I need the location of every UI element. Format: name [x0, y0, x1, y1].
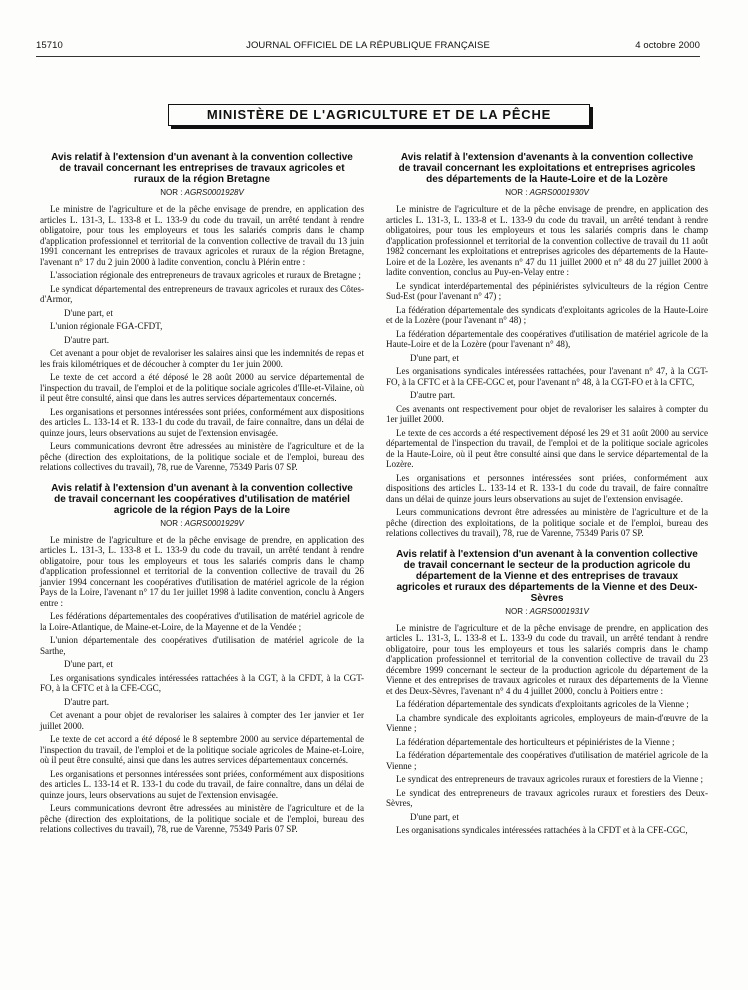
paragraph: La fédération départementale des coopératives d'utilisation de matériel agricole de la Vienne ; [386, 750, 708, 771]
nor-reference [386, 607, 708, 616]
paragraph: Le syndicat départemental des entrepreneurs de travaux agricoles et ruraux des Côtes-d'Armor, [40, 283, 364, 304]
paragraph: L'union départementale des coopératives d'utilisation de matériel agricole de la Sarthe, [40, 635, 364, 656]
party-line: D'autre part. [64, 334, 110, 345]
paragraph: Le syndicat interdépartemental des pépiniéristes sylviculteurs de la région Centre Sud-Est (pour l'avenant n° 47) ; [386, 280, 708, 301]
issue-date: 4 octobre 2000 [635, 40, 700, 51]
paragraph: La fédération départementale des syndicats d'exploitants agricoles de la Haute-Loire et de la Lozère (pour l'avenant n° 48) ; [386, 304, 708, 325]
paragraph: Le ministre de l'agriculture et de la pêche envisage de prendre, en application des articles L. 131-3, L. 133-8 et L. 133-9 du code du travail, un arrêté tendant à rendre obligatoires, pour tous les employeurs et tous les salariés compris dans le champ d'application professionnel et territorial de la convention collective de travail du 11 août 1982 concernant les exploitations et entreprises agricoles des départements de la Haute-Loire et de la Lozère, les avenants n° 47 du 11 juillet 2000 et n° 48 du 27 juillet 2000 à ladite convention, conclus au Puy-en-Velay entre : [386, 204, 708, 277]
nor-label: NOR : [505, 188, 528, 197]
notice [386, 152, 708, 539]
paragraph: Cet avenant a pour objet de revaloriser les salaires ainsi que les indemnités de repas et les frais kilométriques et de découcher à compter du 1er juin 2000. [40, 348, 364, 369]
nor-code: AGRS0001928V [184, 188, 244, 197]
paragraph: La fédération départementale des syndicats d'exploitants agricoles de la Vienne ; [396, 699, 689, 709]
paragraph: Le syndicat des entrepreneurs de travaux agricoles ruraux et forestiers des Deux-Sèvres, [386, 787, 708, 808]
nor-reference [40, 519, 364, 528]
notice-title: Avis relatif à l'extension d'un avenant à la convention collective de travail concernant les coopératives d'utilisation de matériel agricole de la région Pays de la Loire [51, 482, 353, 516]
paragraph: Le ministre de l'agriculture et de la pêche envisage de prendre, en application des articles L. 131-3, L. 133-8 et L. 133-9 du code du travail, un arrêté tendant à rendre obligatoire, pour tous les employeurs et tous les salariés compris dans le champ d'application professionnel et territorial de la convention collective de travail du 23 décembre 1999 concernant le secteur de la production agricole du département de la Vienne et des entreprises de travaux agricoles et ruraux des départements de la Vienne et des Deux-Sèvres, l'avenant n° 4 du 4 juillet 2000, conclu à Poitiers entre : [386, 622, 708, 696]
nor-code: AGRS0001929V [184, 518, 244, 528]
party-line: D'autre part. [64, 696, 110, 707]
paragraph: Les organisations syndicales intéressées rattachées, pour l'avenant n° 47, à la CGT-FO, à la CFTC et à la CFE-CGC et, pour l'avenant n° 48, à la CGT-FO et à la CFTC, [386, 366, 708, 387]
page-number: 15710 [36, 40, 63, 51]
paragraph: Leurs communications devront être adressées au ministère de l'agriculture et de la pêche (direction des exploitations, de la politique sociale et de l'emploi, bureau des relations collectives du travail), 78, rue de Varenne, 75349 Paris 07 SP. [40, 441, 364, 472]
ministry-heading: MINISTÈRE DE L'AGRICULTURE ET DE LA PÊCHE [168, 104, 590, 126]
paragraph: Les organisations syndicales intéressées rattachées à la CGT, à la CFDT, à la CGT-FO, à la CFTC et à la CFE-CGC, [40, 672, 364, 693]
nor-label: NOR : [160, 188, 183, 197]
party-line: D'une part, et [410, 811, 459, 822]
paragraph: Leurs communications devront être adressées au ministère de l'agriculture et de la pêche (direction des exploitations, de la politique sociale et de l'emploi, bureau des relations collectives du travail), 78, rue de Varenne, 75349 Paris 07 SP. [386, 507, 708, 538]
paragraph: Les organisations et personnes intéressées sont priées, conformément aux dispositions des articles L. 133-14 et R. 133-1 du code du travail, de faire connaître, dans un délai de quinze jours, leurs observations au sujet de l'extension envisagée. [40, 768, 364, 800]
paragraph: Le syndicat des entrepreneurs de travaux agricoles ruraux et forestiers de la Vienne ; [396, 774, 704, 784]
nor-code: AGRS0001930V [529, 188, 589, 197]
notice-title: Avis relatif à l'extension d'avenants à la convention collective de travail concernant les exploitations et entreprises agricoles des départements de la Haute-Loire et de la Lozère [398, 152, 696, 185]
paragraph: Leurs communications devront être adressées au ministère de l'agriculture et de la pêche (direction des exploitations, de la politique sociale et de l'emploi, bureau des relations collectives du travail), 78, rue de Varenne, 75349 Paris 07 SP. [40, 803, 364, 834]
paragraph: La chambre syndicale des exploitants agricoles, employeurs de main-d'œuvre de la Vienne ; [386, 712, 708, 733]
right-column [386, 152, 708, 846]
party-line: D'une part, et [410, 352, 459, 363]
left-column [40, 152, 364, 845]
nor-reference [40, 188, 364, 197]
paragraph: Le texte de cet accord a été déposé le 8 septembre 2000 au service départemental de l'inspection du travail, de l'emploi et de la politique sociale agricoles de Maine-et-Loire, où il peut être consulté, ainsi que dans les autres services départementaux concernés. [40, 734, 364, 765]
paragraph: Le ministre de l'agriculture et de la pêche envisage de prendre, en application des articles L. 131-3, L. 133-8 et L. 133-9 du code du travail, un arrêté tendant à rendre obligatoire, pour tous les employeurs et tous les salariés compris dans le champ d'application professionnel et territorial de la convention collective de travail du 13 juin 1991 concernant les entreprises de travaux agricoles et ruraux de la région Bretagne, l'avenant n° 17 du 2 juin 2000 à ladite convention, conclu à Plérin entre : [40, 204, 364, 267]
paragraph: L'association régionale des entrepreneurs de travaux agricoles et ruraux de Bretagne ; [50, 270, 361, 280]
paragraph: Les organisations syndicales intéressées rattachées à la CFDT et à la CFE-CGC, [396, 825, 688, 835]
journal-title: JOURNAL OFFICIEL DE LA RÉPUBLIQUE FRANÇAISE [246, 40, 490, 51]
paragraph: Le ministre de l'agriculture et de la pêche envisage de prendre, en application des articles L. 131-3, L. 133-8 et L. 133-9 du code du travail, un arrêté tendant à rendre obligatoire, pour tous les employeurs et tous les salariés compris dans le champ d'application professionnel et territorial de la convention collective de travail du 26 janvier 1994 concernant les coopératives d'utilisation de matériel agricole de la région Pays de la Loire, l'avenant n° 17 du 1er juillet 1998 à ladite convention, conclu à Angers entre : [40, 534, 364, 608]
paragraph: La fédération départementale des horticulteurs et pépiniéristes de la Vienne ; [396, 736, 675, 747]
nor-label: NOR : [160, 518, 183, 528]
paragraph: Les organisations et personnes intéressées sont priées, conformément aux dispositions des articles L. 133-14 et R. 133-1 du code du travail, de faire connaître dans un délai de quinze jours leurs observations au sujet de l'extension envisagée. [386, 472, 708, 504]
party-line: D'une part, et [64, 659, 113, 669]
notice-title: Avis relatif à l'extension d'un avenant à la convention collective de travail concernant les entreprises de travaux agricoles et ruraux de la région Bretagne [51, 152, 353, 185]
party-line: D'une part, et [64, 307, 113, 318]
notice [40, 152, 364, 473]
paragraph: Les fédérations départementales des coopératives d'utilisation de matériel agricole de la Loire-Atlantique, de Maine-et-Loire, de la Mayenne et de la Vendée ; [40, 611, 364, 632]
paragraph: La fédération départementale des coopératives d'utilisation de matériel agricole de la Haute-Loire et de la Lozère (pour l'avenant n° 48), [386, 328, 708, 349]
nor-reference [386, 188, 708, 197]
paragraph: Les organisations et personnes intéressées sont priées, conformément aux dispositions des articles L. 133-14 et R. 133-1 du code du travail, de faire connaître, dans un délai de quinze jours, leurs observations au sujet de l'extension envisagée. [40, 406, 364, 438]
paragraph: Le texte de cet accord a été déposé le 28 août 2000 au service départemental de l'inspection du travail, de l'emploi et de la politique sociale agricoles d'Ille-et-Vilaine, où il peut être consulté, ainsi que dans les autres services départementaux concernés. [40, 372, 364, 403]
paragraph: L'union régionale FGA-CFDT, [50, 321, 163, 331]
header-rule [36, 56, 700, 57]
paragraph: Le texte de ces accords a été respectivement déposé les 29 et 31 août 2000 au service départemental de l'inspection du travail, de l'emploi et de la politique sociale agricoles de la Haute-Loire, où il peut être consulté ainsi que dans le service départemental de la Lozère. [386, 427, 708, 469]
nor-label: NOR : [505, 606, 528, 616]
nor-code: AGRS0001931V [529, 606, 589, 616]
paragraph: Cet avenant a pour objet de revaloriser les salaires à compter des 1er janvier et 1er juillet 2000. [40, 710, 364, 731]
notice-title: Avis relatif à l'extension d'un avenant à la convention collective de travail concernant le secteur de la production agricole du département de la Vienne et des entreprises de travaux agricoles et ruraux des départements de la Vienne et des Deux-Sèvres [396, 548, 698, 604]
party-line: D'autre part. [410, 390, 456, 400]
notice [40, 483, 364, 835]
notice [386, 549, 708, 836]
running-head [36, 40, 700, 54]
paragraph: Ces avenants ont respectivement pour objet de revaloriser les salaires à compter du 1er juillet 2000. [386, 403, 708, 424]
